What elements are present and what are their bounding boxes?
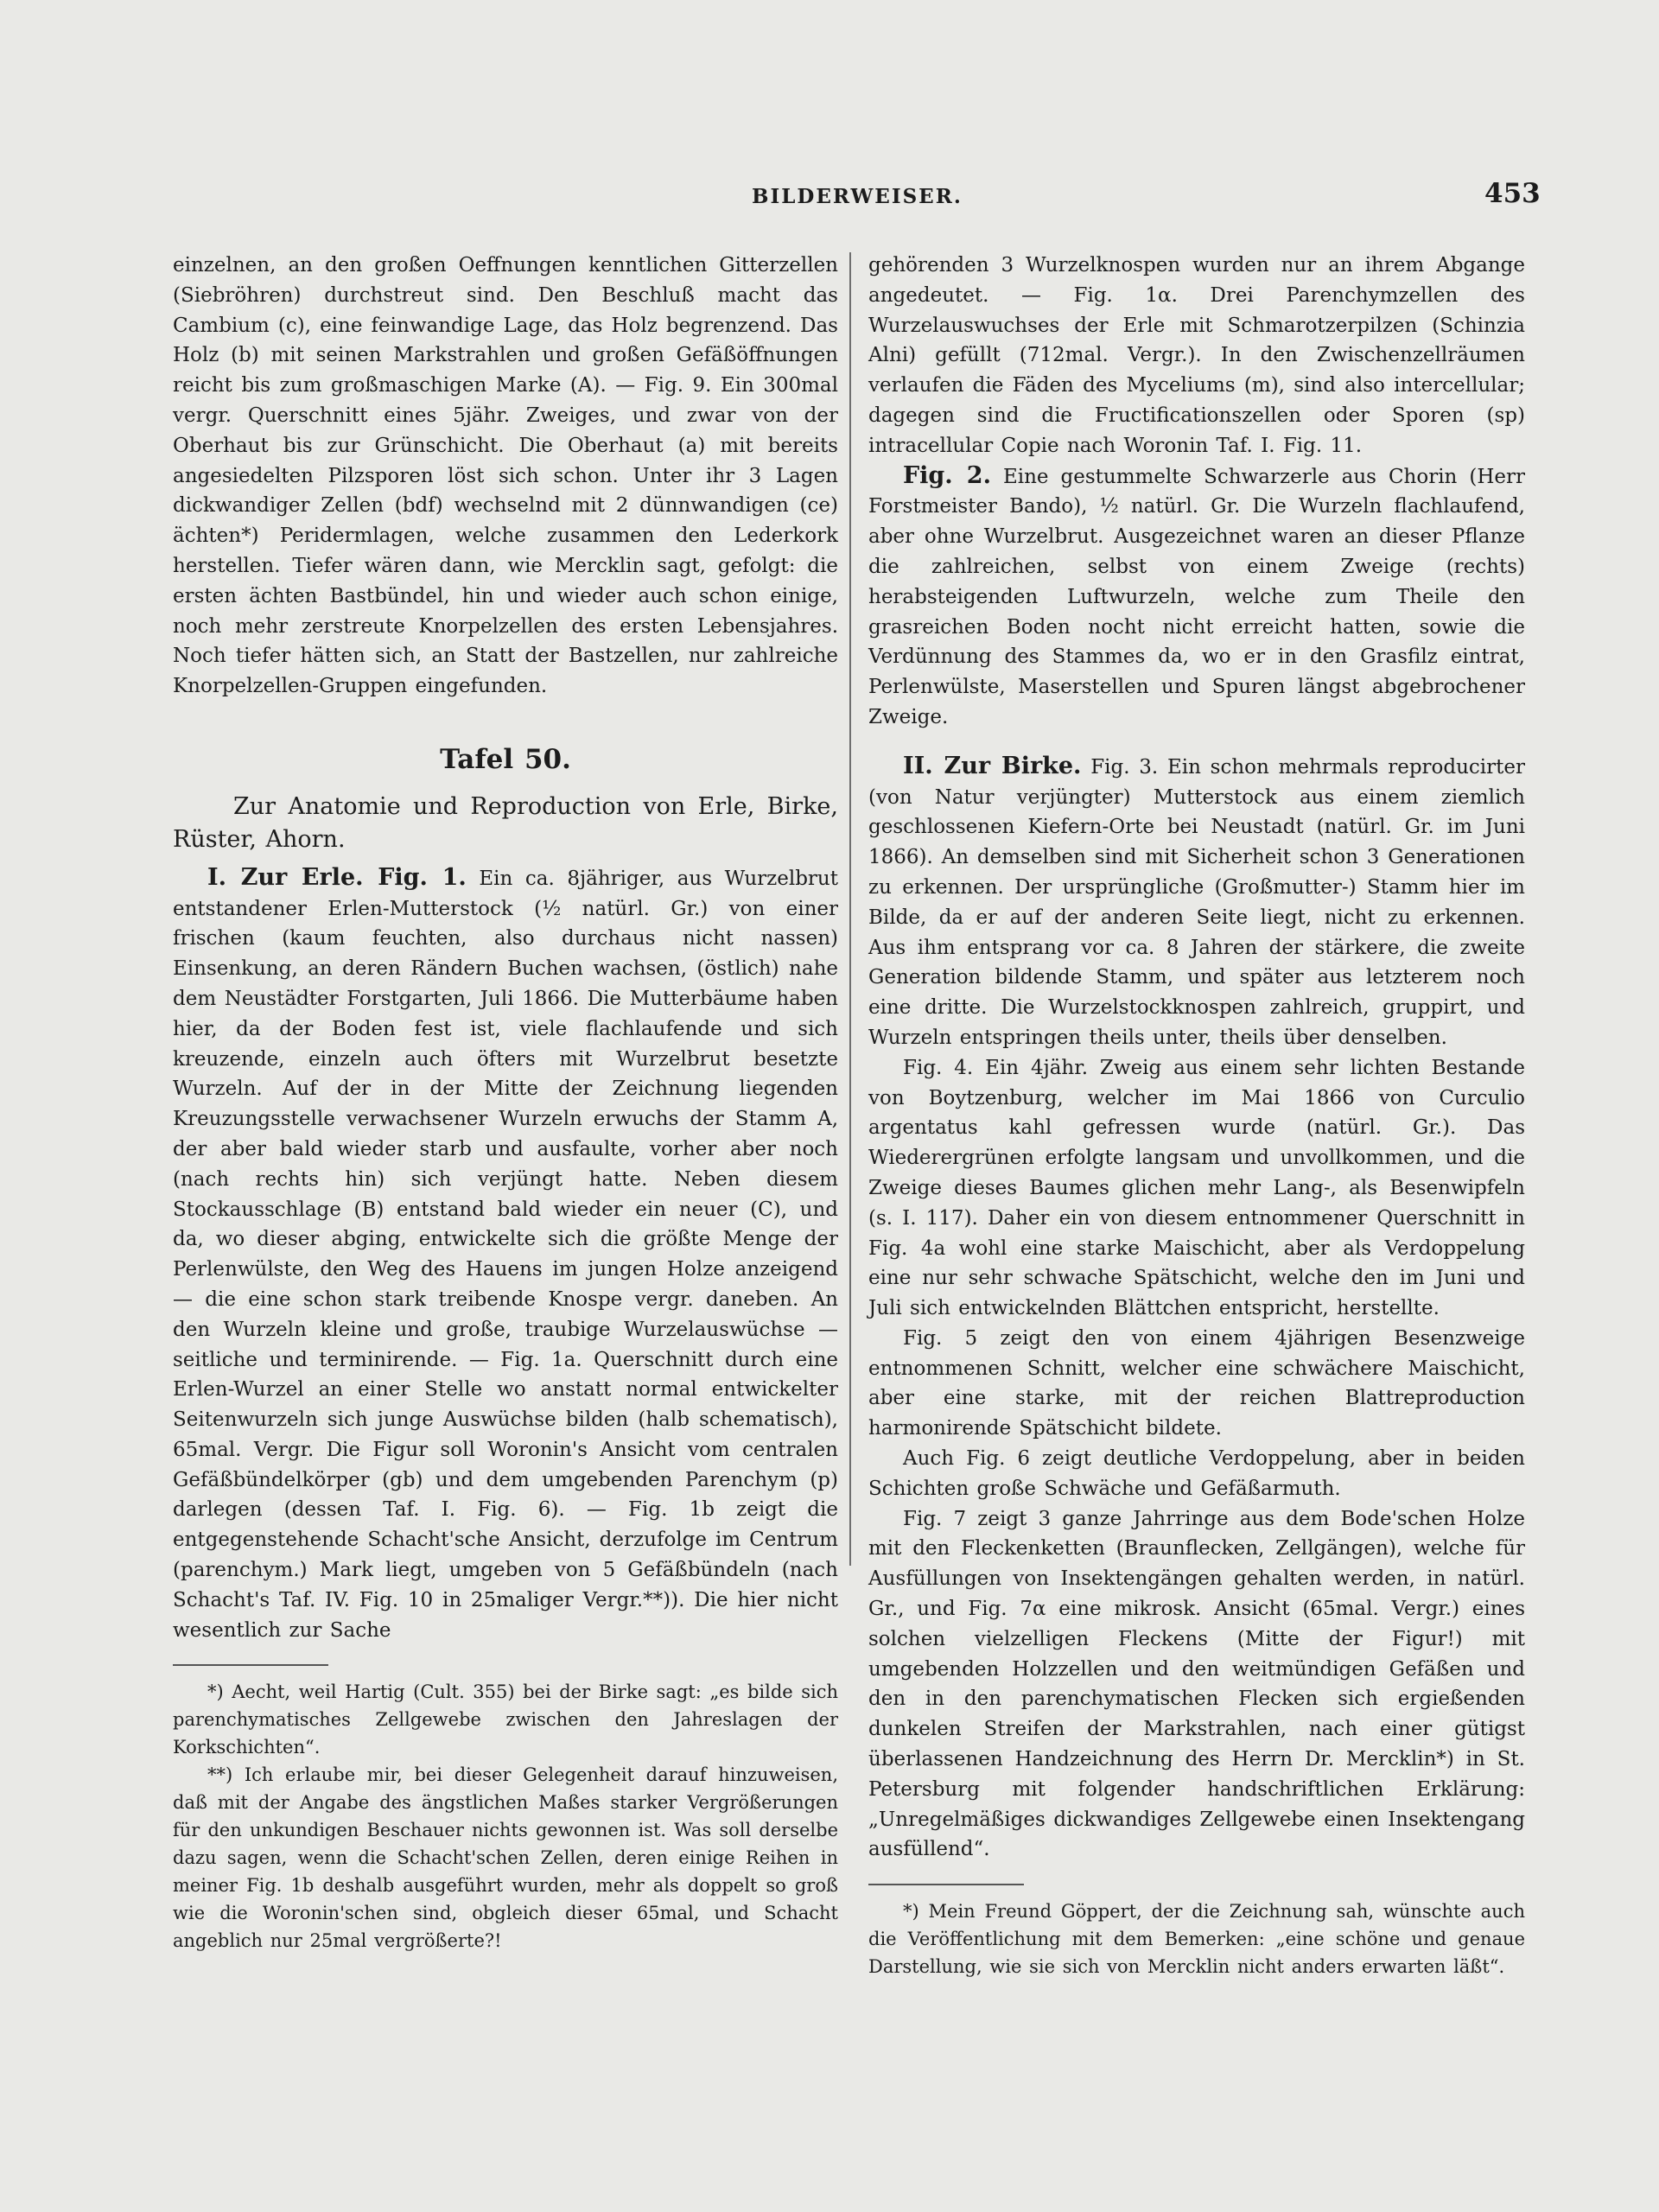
- running-title: BILDERWEISER.: [752, 185, 963, 208]
- paragraph-continued: gehörenden 3 Wurzelknospen wurden nur an ihrem Abgange angedeutet. — Fig. 1α. Drei Parenchymzellen des Wurzelauswuchses der Erle mit Schmarotzerpilzen (Schinzia Alni) gefüllt (712mal. Vergr.). In den Zwischenzellräumen verlaufen die Fäden des Myceliums (m), sind also intercellular; dagegen sind die Fructificationszellen oder Sporen (sp) intracellular Copie nach Woronin Taf. I. Fig. 11.: [868, 254, 1525, 457]
- fig4-paragraph: Fig. 4. Ein 4jähr. Zweig aus einem sehr lichten Bestande von Boytzenburg, welcher im Mai 1866 von Curculio argentatus kahl gefressen wurde (natürl. Gr.). Das Wiederergrünen erfolgte langsam und unvollkommen, und die Zweige dieses Baumes glichen mehr Lang-, als Besenwipfeln (s. I. 117). Daher ein von diesem entnommener Querschnitt in Fig. 4a wohl eine starke Maischicht, aber als Verdoppelung eine nur sehr schwache Spätschicht, welche den im Juni und Juli sich entwickelnden Blättchen entspricht, herstellte.: [868, 1056, 1525, 1320]
- page-number: 453: [1484, 178, 1541, 209]
- fig2-paragraph: [868, 461, 1525, 733]
- left-column: [173, 251, 838, 1955]
- birke-paragraph: [868, 752, 1525, 1053]
- erle-paragraph: [173, 863, 838, 1646]
- birke-lead: II. Zur Birke.: [903, 752, 1082, 779]
- erle-text: Ein ca. 8jähriger, aus Wurzelbrut entstandener Erlen-Mutterstock (½ natürl. Gr.) von einer frischen (kaum feuchten, also durchaus nicht nassen) Einsenkung, an deren Rändern Buchen wachsen, (östlich) nahe dem Neustädter Forstgarten, Juli 1866. Die Mutterbäume haben hier, da der Boden fest ist, viele flachlaufende und sich kreuzende, einzeln auch öfters mit Wurzelbrut besetzte Wurzeln. Auf der in der Mitte der Zeichnung liegenden Kreuzungsstelle verwachsener Wurzeln erwuchs der Stamm A, der aber bald wieder starb und ausfaulte, vorher aber noch (nach rechts hin) sich verjüngt hatte. Neben diesem Stockausschlage (B) entstand bald wieder ein neuer (C), und da, wo dieser abging, entwickelte sich die größte Menge der Perlenwülste, den Weg des Hauens im jungen Holze anzeigend — die eine schon stark treibende Knospe vergr. daneben. An den Wurzeln kleine und große, traubige Wurzelauswüchse — seitliche und terminirende. — Fig. 1a. Querschnitt durch eine Erlen-Wurzel an einer Stelle wo anstatt normal entwickelter Seitenwurzeln sich junge Auswüchse bilden (halb schematisch), 65mal. Vergr. Die Figur soll Woronin's Ansicht vom centralen Gefäßbündelkörper (gb) und dem umgebenden Parenchym (p) darlegen (dessen Taf. I. Fig. 6). — Fig. 1b zeigt die entgegenstehende Schacht'sche Ansicht, derzufolge im Centrum (parenchym.) Mark liegt, umgeben von 5 Gefäßbündeln (nach Schacht's Taf. IV. Fig. 10 in 25maliger Vergr.**)). Die hier nicht wesentlich zur Sache: [173, 867, 838, 1642]
- fig6-paragraph: Auch Fig. 6 zeigt deutliche Verdoppelung, aber in beiden Schichten große Schwäche und Gefäßarmuth.: [868, 1447, 1525, 1500]
- erle-lead: I. Zur Erle. Fig. 1.: [207, 863, 467, 891]
- footnote-1: *) Mein Freund Göppert, der die Zeichnung sah, wünschte auch die Veröffentlichung mit dem Bemerken: „eine schöne und genaue Darstellung, wie sie sich von Mercklin nicht anders erwarten läßt“.: [868, 1901, 1525, 1978]
- spacer: [868, 733, 1525, 752]
- paragraph-continued: einzelnen, an den großen Oeffnungen kenntlichen Gitterzellen (Siebröhren) durchstreut sind. Den Beschluß macht das Cambium (c), eine feinwandige Lage, das Holz begrenzend. Das Holz (b) mit seinen Markstrahlen und großen Gefäßöffnungen reicht bis zum großmaschigen Marke (A). — Fig. 9. Ein 300mal vergr. Querschnitt eines 5jähr. Zweiges, und zwar von der Oberhaut bis zur Grünschicht. Die Oberhaut (a) mit bereits angesiedelten Pilzsporen löst sich schon. Unter ihr 3 Lagen dickwandiger Zellen (bdf) wechselnd mit 2 dünnwandigen (ce) ächten*) Peridermlagen, welche zusammen den Lederkork herstellen. Tiefer wären dann, wie Mercklin sagt, gefolgt: die ersten ächten Bastbündel, hin und wieder auch schon einige, noch mehr zerstreute Knorpelzellen des ersten Lebensjahres. Noch tiefer hätten sich, an Statt der Bastzellen, nur zahlreiche Knorpelzellen-Gruppen eingefunden.: [173, 254, 838, 698]
- fig2-text: Eine gestummelte Schwarzerle aus Chorin (Herr Forstmeister Bando), ½ natürl. Gr. Die Wurzeln flachlaufend, aber ohne Wurzelbrut. Ausgezeichnet waren an dieser Pflanze die zahlreichen, selbst von einem Zweige (rechts) herabsteigenden Luftwurzeln, welche zum Theile den grasreichen Boden nocht nicht erreicht hatten, sowie die Verdünnung des Stammes da, wo er in den Grasfilz eintrat, Perlenwülste, Maserstellen und Spuren längst abgebrochener Zweige.: [868, 465, 1525, 728]
- section-title: Tafel 50.: [440, 743, 571, 775]
- footnote-1: *) Aecht, weil Hartig (Cult. 355) bei der Birke sagt: „es bilde sich parenchymatisches Zellgewebe zwischen den Jahreslagen der Korkschichten“.: [173, 1681, 838, 1758]
- right-column: [868, 251, 1525, 1980]
- footnote-2: **) Ich erlaube mir, bei dieser Gelegenheit darauf hinzuweisen, daß mit der Angabe des ängstlichen Maßes starker Vergrößerungen für den unkundigen Beschauer nichts gewonnen ist. Was soll derselbe dazu sagen, wenn die Schacht'schen Zellen, deren einige Reihen in meiner Fig. 1b deshalb ausgeführt wurden, mehr als doppelt so groß wie die Woronin'schen sind, obgleich dieser 65mal, und Schacht angeblich nur 25mal vergrößerte?!: [173, 1764, 838, 1952]
- section-subtitle: Zur Anatomie und Reproduction von Erle, Birke, Rüster, Ahorn.: [173, 792, 838, 853]
- fig5-paragraph: Fig. 5 zeigt den von einem 4jährigen Besenzweige entnommenen Schnitt, welcher eine schwächere Maischicht, aber eine starke, mit der reichen Blattreproduction harmonirende Spätschicht bildete.: [868, 1326, 1525, 1440]
- footnote-rule: [173, 1664, 328, 1666]
- column-divider: [849, 252, 851, 1566]
- fig7-paragraph: Fig. 7 zeigt 3 ganze Jahrringe aus dem Bode'schen Holze mit den Fleckenketten (Braunflecken, Zellgängen), welche für Ausfüllungen von Insektengängen gehalten werden, in natürl. Gr., und Fig. 7α eine mikrosk. Ansicht (65mal. Vergr.) eines solchen vielzelligen Fleckens (Mitte der Figur!) mit umgebenden Holzzellen und den weitmündigen Gefäßen und den in den parenchymatischen Flecken sich ergießenden dunkelen Streifen der Markstrahlen, nach einer gütigst überlassenen Handzeichnung des Herrn Dr. Mercklin*) in St. Petersburg mit folgender handschriftlichen Erklärung: „Unregelmäßiges dickwandiges Zellgewebe einen Insektengang ausfüllend“.: [868, 1507, 1525, 1861]
- fig2-lead: Fig. 2.: [903, 461, 991, 489]
- footnote-rule: [868, 1884, 1024, 1885]
- birke-text: Fig. 3. Ein schon mehrmals reproducirter (von Natur verjüngter) Mutterstock aus einem ziemlich geschlossenen Kiefern-Orte bei Neustadt (natürl. Gr. im Juni 1866). An demselben sind mit Sicherheit schon 3 Generationen zu erkennen. Der ursprüngliche (Großmutter-) Stamm hier im Bilde, da er auf der anderen Seite liegt, nicht zu erkennen. Aus ihm entsprang vor ca. 8 Jahren der stärkere, die zweite Generation bildende Stamm, und später aus letzterem noch eine dritte. Die Wurzelstockknospen zahlreich, gruppirt, und Wurzeln entspringen theils unter, theils über denselben.: [868, 755, 1525, 1049]
